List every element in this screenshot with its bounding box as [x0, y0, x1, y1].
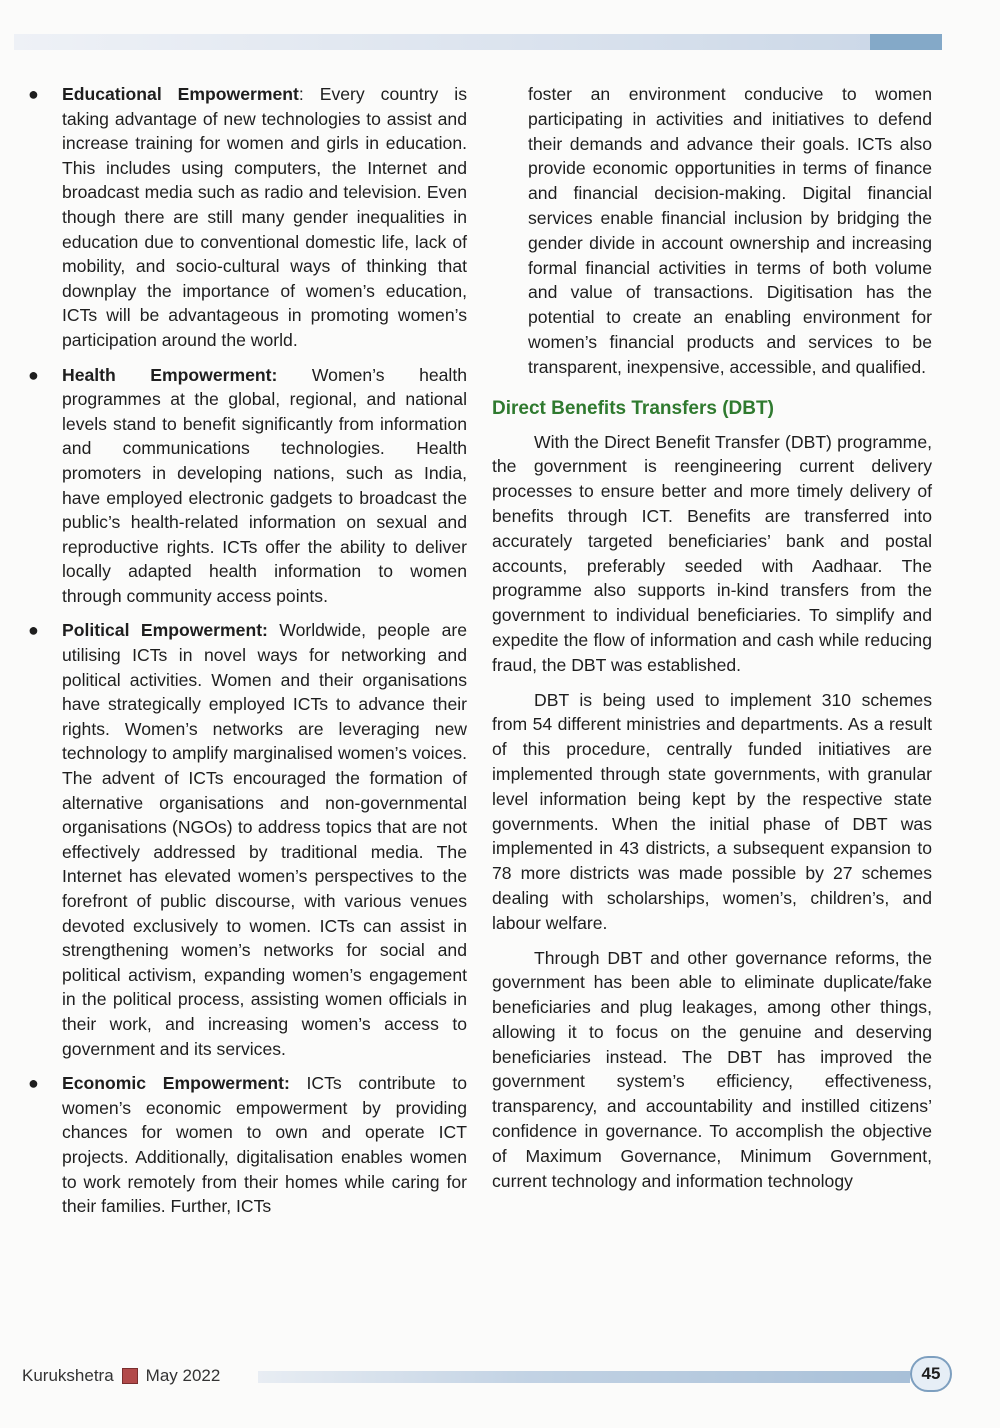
bullet-text: ICTs contribute to women’s economic empowerment by providing chances for women to own and operate ICT projects. Additionally, digitalisation enables women to work remotely from their homes while caring for their families. Further, ICTs — [62, 1073, 468, 1217]
page-number: 45 — [910, 1356, 952, 1392]
bullet-educational-empowerment — [22, 82, 467, 353]
body-paragraph: With the Direct Benefit Transfer (DBT) programme, the government is reengineering current delivery processes to ensure better and more timely delivery of benefits through ICT. Benefits are transferred into accurately targeted beneficiaries’ bank and postal accounts, preferably seeded with Aadhaar. The programme also supports in-kind transfers from the government to individual beneficiaries. To simplify and expedite the flow of information and cash while reducing fraud, the DBT was established. — [492, 431, 932, 675]
bullet-icon: ● — [28, 84, 39, 104]
bullet-separator — [290, 1073, 307, 1093]
bullet-political-empowerment — [22, 618, 467, 1061]
bullet-title: Political Empowerment: — [62, 620, 268, 641]
bullet-separator: : — [298, 84, 320, 104]
footer-band — [258, 1371, 910, 1383]
bullet-separator — [268, 620, 279, 640]
section-heading: Direct Benefits Transfers (DBT) — [492, 397, 774, 419]
continuation-paragraph: foster an environment conducive to women participating in activities and initiatives to defend their demands and advance their goals. ICTs also provide economic opportunities in terms of finance and financial decision-making. Digital financial services enable financial inclusion by bridging the gender divide in account ownership and increasing formal financial activities in terms of both volume and value of transactions. Digitisation has the potential to create an enabling environment for women’s financial products and services to be transparent, inexpensive, accessible, and qualified. — [528, 84, 932, 377]
bullet-icon: ● — [28, 364, 39, 385]
left-column — [22, 82, 467, 1229]
header-band-accent — [870, 34, 942, 50]
header-band — [14, 34, 942, 50]
right-column — [492, 82, 932, 1203]
bullet-title: Economic Empowerment: — [62, 1073, 290, 1094]
bullet-economic-empowerment — [22, 1071, 467, 1219]
bullet-health-empowerment — [22, 363, 467, 609]
separator-square-icon — [122, 1368, 138, 1384]
bullet-title: Health Empowerment: — [62, 364, 278, 385]
issue-date: May 2022 — [145, 1366, 221, 1385]
footer-publication — [22, 1366, 220, 1386]
bullet-title: Educational Empowerment — [62, 84, 299, 104]
bullet-text: Every country is taking advantage of new technologies to assist and increase training for women and girls in education. This includes using computers, the Internet and broadcast media such as radio and television. Even though there are still many gender inequalities in education due to conventional domestic life, lack of mobility, and socio-cultural ways of thinking that downplay the importance of women’s education, ICTs will be advantageous in promoting women’s participation around the world. — [62, 84, 468, 350]
body-paragraph: DBT is being used to implement 310 schemes from 54 different ministries and departments. As a result of this procedure, centrally funded initiatives are implemented through state governments, with granular level information being kept by the respective state governments. When the initial phase of DBT was implemented in 43 districts, a subsequent expansion to 78 more districts was made possible by 27 schemes dealing with scholarships, women’s, children’s, and labour welfare. — [492, 689, 932, 933]
magazine-name: Kurukshetra — [22, 1366, 114, 1385]
body-paragraph: Through DBT and other governance reforms, the government has been able to eliminate duplicate/fake beneficiaries and plug leakages, among other things, allowing it to focus on the genuine and deserving beneficiaries instead. The DBT has improved the government system’s efficiency, effectiveness, transparency, and accountability and instilled citizens’ confidence in governance. To accomplish the objective of Maximum Governance, Minimum Government, current technology and information technology — [492, 947, 932, 1191]
bullet-text: Worldwide, people are utilising ICTs in novel ways for networking and political activities. Women and their organisations have strategically employed ICTs to advance their rights. Women’s networks are leveraging new technology to amplify marginalised women’s voices. The advent of ICTs encouraged the formation of alternative organisations and non-governmental organisations (NGOs) to address topics that are not effectively addressed by traditional media. The Internet has elevated women’s perspectives to the forefront of public discourse, with various venues devoted exclusively to women. ICTs can assist in strengthening women’s networks for social and political activism, expanding women’s engagement in the political process, assisting women officials in their work, and increasing women’s access to government and its services. — [62, 620, 467, 1059]
bullet-icon: ● — [28, 620, 39, 641]
bullet-icon: ● — [28, 1073, 39, 1094]
bullet-text: Women’s health programmes at the global, regional, and national levels stand to benefit significantly from information and communications technologies. Health promoters in developing nations, such as India, have employed electronic gadgets to broadcast the public’s health-related information on sexual and reproductive rights. ICTs offer the ability to deliver locally adapted health information to women through community access points. — [62, 364, 467, 606]
bullet-separator — [277, 365, 312, 385]
